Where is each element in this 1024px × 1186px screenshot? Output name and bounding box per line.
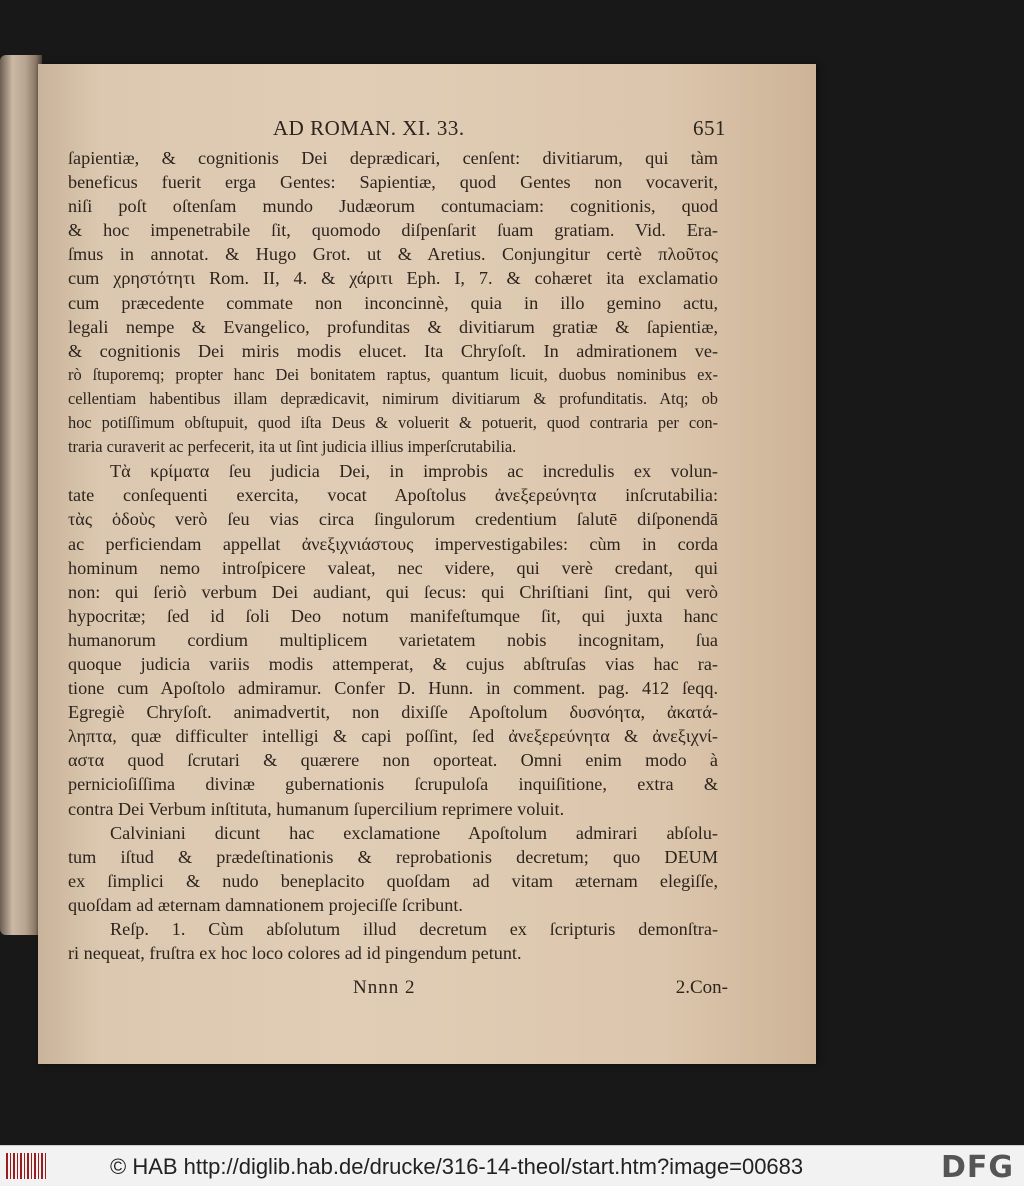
text-line: & hoc impenetrabile ſit, quomodo diſpenſarit ſuam gratiam. Vid. Era- [68, 220, 718, 241]
text-line: ſapientiæ, & cognitionis Dei deprædicari, cenſent: divitiarum, qui tàm [68, 148, 718, 168]
dfg-logo: DFG [940, 1150, 1014, 1185]
signature-mark: Nnnn 2 [353, 977, 416, 999]
text-line: ληπτα, quæ difficulter intelligi & capi poſſint, ſed ἀνεξερεύνητα & ἀνεξιχνί- [68, 726, 718, 747]
text-line: τὰς ὁδοὺς verò ſeu vias circa ſingulorum credentium ſalutē diſponendā [68, 509, 718, 530]
page-edges [0, 55, 42, 935]
text-line: ri nequeat, fruſtra ex hoc loco colores ad id pingendum petunt. [68, 943, 522, 964]
text-line: Calviniani dicunt hac exclamatione Apoſtolum admirari abſolu- [110, 822, 718, 843]
text-line: hominum nemo introſpicere valeat, nec videre, qui verè credant, qui [68, 557, 718, 578]
text-line: quoſdam ad æternam damnationem projeciſſe ſcribunt. [68, 894, 463, 915]
hab-barcode-icon [6, 1153, 46, 1179]
text-line: legali nempe & Evangelico, profunditas & divitiarum gratiæ & ſapientiæ, [68, 316, 718, 337]
text-line: contra Dei Verbum inſtituta, humanum ſupercilium reprimere voluit. [68, 798, 565, 819]
text-line: hoc potiſſimum obſtupuit, quod iſta Deus & voluerit & potuerit, quod contraria per con- [68, 413, 718, 433]
catchword: 2.Con- [675, 977, 728, 999]
text-line: Τὰ κρίματα ſeu judicia Dei, in improbis ac incredulis ex volun- [110, 461, 718, 482]
copyright-link[interactable]: © HAB http://diglib.hab.de/drucke/316-14-theol/start.htm?image=00683 [110, 1154, 804, 1179]
text-line: & cognitionis Dei miris modis elucet. Ita Chryſoſt. In admirationem ve- [68, 340, 718, 361]
text-line: quoque judicia variis modis attemperat, & cujus abſtruſas vias hac ra- [68, 653, 718, 674]
text-line: tate conſequenti exercita, vocat Apoſtolus ἀνεξερεύνητα inſcrutabilia: [68, 485, 718, 506]
footer-bar [0, 1145, 1024, 1186]
page-number: 651 [693, 116, 726, 140]
text-line: αστα quod ſcrutari & quærere non oporteat. Omni enim modo à [68, 750, 718, 771]
text-line: beneficus fuerit erga Gentes: Sapientiæ, quod Gentes non vocaverit, [68, 172, 718, 193]
page-text-block [68, 116, 728, 1011]
text-line: cellentiam habentibus illam deprædicavit, nimirum divitiarum & profunditatis. Atq; ob [68, 388, 718, 408]
running-head: AD ROMAN. XI. 33. [273, 116, 465, 140]
text-line: humanorum cordium multiplicem varietatem nobis incognitam, ſua [68, 629, 718, 650]
text-line: niſi poſt oſtenſam mundo Judæorum contumaciam: cognitionis, quod [68, 196, 718, 217]
text-line: ac perficiendam appellat ἀνεξιχνιάστους impervestigabiles: cùm in corda [68, 533, 718, 554]
text-line: cum præcedente commate non inconcinnè, quia in illo gemino actu, [68, 292, 718, 313]
text-line: pernicioſiſſima divinæ gubernationis ſcrupuloſa inquiſitione, extra & [68, 774, 718, 795]
text-line: Reſp. 1. Cùm abſolutum illud decretum ex ſcripturis demonſtra- [110, 919, 718, 939]
page-footer [68, 977, 728, 1011]
page-header [68, 116, 726, 146]
text-line: traria curaverit ac perfecerit, ita ut ſint judicia illius imperſcrutabilia. [68, 437, 517, 457]
text-line: cum χρηστότητι Rom. II, 4. & χάριτι Eph. I, 7. & cohæret ita exclamatio [68, 268, 718, 289]
text-line: non: qui ſeriò verbum Dei audiant, qui ſecus: qui Chriſtiani ſint, qui verò [68, 581, 718, 602]
text-line: tione cum Apoſtolo admiramur. Confer D. Hunn. in comment. pag. 412 ſeqq. [68, 678, 718, 699]
text-line: Egregiè Chryſoſt. animadvertit, non dixiſſe Apoſtolum δυσνόητα, ἀκατά- [68, 702, 718, 723]
scanned-page [38, 64, 816, 1064]
text-line: ſmus in annotat. & Hugo Grot. ut & Aretius. Conjungitur certè πλοῦτος [68, 244, 718, 265]
text-line: hypocritæ; ſed id ſoli Deo notum manifeſtumque ſit, qui juxta hanc [68, 605, 718, 626]
text-line: tum iſtud & prædeſtinationis & reprobationis decretum; quo DEUM [68, 846, 718, 867]
text-line: rò ſtuporemq; propter hanc Dei bonitatem raptus, quantum licuit, duobus nominibus ex- [68, 364, 718, 384]
text-line: ex ſimplici & nudo beneplacito quoſdam ad vitam æternam elegiſſe, [68, 870, 718, 891]
